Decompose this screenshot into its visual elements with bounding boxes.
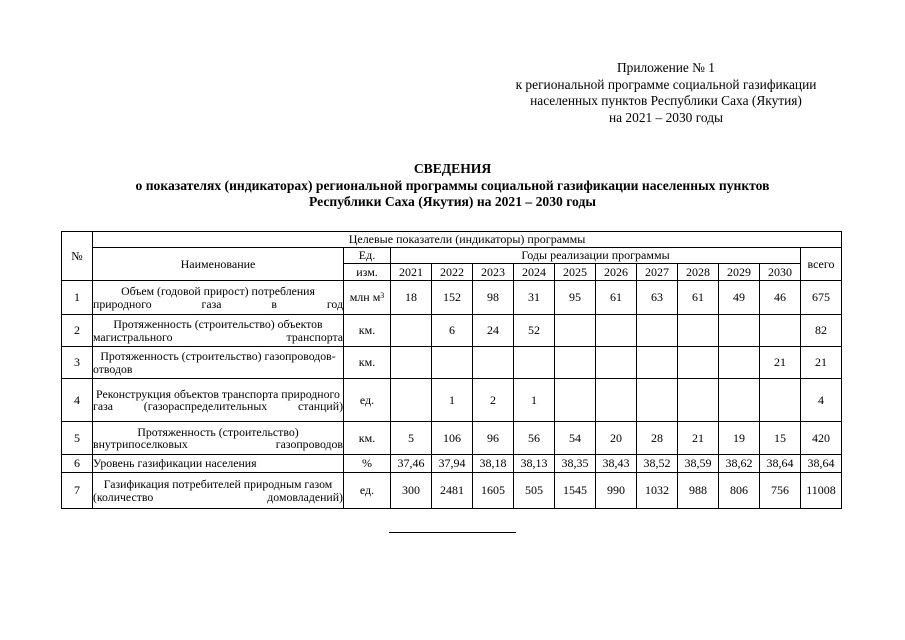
value-2025 (555, 347, 596, 379)
value-2028 (678, 347, 719, 379)
value-2027 (637, 379, 678, 422)
row-number: 5 (62, 422, 93, 455)
title-line-2: о показателях (индикаторах) региональной программы социальной газификации населенных пунктов (135, 177, 770, 193)
value-total: 4 (801, 379, 842, 422)
value-2029 (719, 379, 760, 422)
table-row (62, 315, 842, 347)
value-2026 (596, 347, 637, 379)
value-total: 11008 (801, 473, 842, 509)
value-2027: 28 (637, 422, 678, 455)
value-2029: 806 (719, 473, 760, 509)
header-year-2023: 2023 (473, 264, 514, 281)
value-2028 (678, 379, 719, 422)
value-2026: 38,43 (596, 455, 637, 473)
unit-text: км. (358, 430, 376, 445)
value-2021 (391, 315, 432, 347)
appendix-line-4: на 2021 – 2030 годы (608, 109, 724, 125)
unit-superscript: 3 (380, 291, 385, 300)
value-total: 38,64 (801, 455, 842, 473)
row-number: 4 (62, 379, 93, 422)
appendix-line-3: населенных пунктов Республики Саха (Якутия) (530, 93, 802, 108)
value-2024 (514, 347, 555, 379)
unit-text: млн м (349, 290, 381, 304)
indicator-name: Протяженность (строительство) объектов магистрального транспорта (93, 315, 344, 347)
header-year-2022: 2022 (432, 264, 473, 281)
value-2030: 46 (760, 281, 801, 315)
indicator-name: Уровень газификации населения (93, 455, 344, 473)
header-year-2024: 2024 (514, 264, 555, 281)
value-2021 (391, 379, 432, 422)
value-2024: 56 (514, 422, 555, 455)
unit-cell (344, 455, 391, 473)
value-2030 (760, 315, 801, 347)
row-number: 7 (62, 473, 93, 509)
value-2028: 38,59 (678, 455, 719, 473)
header-total: всего (801, 248, 842, 281)
value-total: 420 (801, 422, 842, 455)
appendix-line-1: Приложение № 1 (616, 60, 716, 75)
value-2021 (391, 347, 432, 379)
value-2024: 38,13 (514, 455, 555, 473)
value-total: 82 (801, 315, 842, 347)
header-row-1 (62, 232, 842, 248)
value-2025: 54 (555, 422, 596, 455)
value-2026 (596, 379, 637, 422)
table-row (62, 455, 842, 473)
header-year-2030: 2030 (760, 264, 801, 281)
value-2029: 38,62 (719, 455, 760, 473)
value-2026: 990 (596, 473, 637, 509)
unit-text: ед. (359, 392, 375, 407)
header-unit-line-2: изм. (344, 264, 391, 281)
value-2025: 1545 (555, 473, 596, 509)
value-2029: 19 (719, 422, 760, 455)
header-years-group: Годы реализации программы (391, 248, 801, 264)
value-2030: 21 (760, 347, 801, 379)
value-2022: 152 (432, 281, 473, 315)
unit-cell (344, 473, 391, 509)
appendix-line-2: к региональной программе социальной газификации (515, 76, 817, 92)
value-2023: 96 (473, 422, 514, 455)
header-year-2025: 2025 (555, 264, 596, 281)
value-2030: 15 (760, 422, 801, 455)
value-2023 (473, 347, 514, 379)
value-2023: 98 (473, 281, 514, 315)
value-2025 (555, 315, 596, 347)
value-2025: 95 (555, 281, 596, 315)
indicators-table (61, 231, 842, 509)
value-2027: 63 (637, 281, 678, 315)
indicator-name: Газификация потребителей природным газом (количество домовладений) (93, 473, 344, 509)
unit-text: ед. (359, 483, 375, 497)
value-2026: 61 (596, 281, 637, 315)
value-2026: 20 (596, 422, 637, 455)
row-number: 1 (62, 281, 93, 315)
value-2027: 1032 (637, 473, 678, 509)
value-total: 675 (801, 281, 842, 315)
unit-cell (344, 315, 391, 347)
value-2021: 18 (391, 281, 432, 315)
value-2024: 505 (514, 473, 555, 509)
title-line-1: СВЕДЕНИЯ (413, 161, 492, 176)
value-2021: 37,46 (391, 455, 432, 473)
indicator-name: Протяженность (строительство) внутрипоселковых газопроводов (93, 422, 344, 455)
appendix-header (470, 60, 862, 126)
unit-text: % (362, 456, 372, 470)
unit-text: км. (358, 323, 376, 337)
unit-cell (344, 422, 391, 455)
value-2027 (637, 347, 678, 379)
value-2027: 38,52 (637, 455, 678, 473)
value-2023: 1605 (473, 473, 514, 509)
value-2030 (760, 379, 801, 422)
value-2022: 6 (432, 315, 473, 347)
value-2025 (555, 379, 596, 422)
value-2024: 31 (514, 281, 555, 315)
value-2028: 61 (678, 281, 719, 315)
row-number: 2 (62, 315, 93, 347)
value-2025: 38,35 (555, 455, 596, 473)
value-2027 (637, 315, 678, 347)
header-num: № (62, 232, 93, 281)
header-unit-line-1: Ед. (344, 248, 391, 264)
value-total: 21 (801, 347, 842, 379)
table-row (62, 473, 842, 509)
value-2022: 2481 (432, 473, 473, 509)
value-2028 (678, 315, 719, 347)
header-year-2021: 2021 (391, 264, 432, 281)
document-title (0, 161, 905, 211)
value-2021: 5 (391, 422, 432, 455)
value-2029: 49 (719, 281, 760, 315)
table-row (62, 379, 842, 422)
value-2023: 24 (473, 315, 514, 347)
value-2030: 38,64 (760, 455, 801, 473)
value-2024: 52 (514, 315, 555, 347)
value-2029 (719, 347, 760, 379)
value-2023: 2 (473, 379, 514, 422)
header-year-2026: 2026 (596, 264, 637, 281)
value-2023: 38,18 (473, 455, 514, 473)
value-2028: 988 (678, 473, 719, 509)
value-2024: 1 (514, 379, 555, 422)
unit-text: км. (358, 355, 376, 369)
indicator-name: Реконструкция объектов транспорта природного газа (газораспределительных станций) (93, 379, 344, 422)
header-year-2028: 2028 (678, 264, 719, 281)
closing-rule (389, 532, 516, 533)
value-2026 (596, 315, 637, 347)
value-2022: 37,94 (432, 455, 473, 473)
unit-cell (344, 347, 391, 379)
title-line-3: Республики Саха (Якутия) на 2021 – 2030 годы (309, 194, 596, 209)
value-2030: 756 (760, 473, 801, 509)
value-2028: 21 (678, 422, 719, 455)
value-2029 (719, 315, 760, 347)
indicator-name: Объем (годовой прирост) потребления природного газа в год (93, 281, 344, 315)
header-name: Наименование (93, 248, 344, 281)
table-row (62, 422, 842, 455)
unit-cell (344, 281, 391, 315)
value-2022: 1 (432, 379, 473, 422)
value-2022: 106 (432, 422, 473, 455)
header-group: Целевые показатели (индикаторы) программы (93, 232, 842, 248)
value-2021: 300 (391, 473, 432, 509)
indicator-name: Протяженность (строительство) газопроводов-отводов (93, 347, 344, 379)
row-number: 6 (62, 455, 93, 473)
table-row (62, 281, 842, 315)
header-year-2029: 2029 (719, 264, 760, 281)
header-row-2 (62, 248, 842, 264)
header-year-2027: 2027 (637, 264, 678, 281)
table-row (62, 347, 842, 379)
unit-cell (344, 379, 391, 422)
value-2022 (432, 347, 473, 379)
row-number: 3 (62, 347, 93, 379)
